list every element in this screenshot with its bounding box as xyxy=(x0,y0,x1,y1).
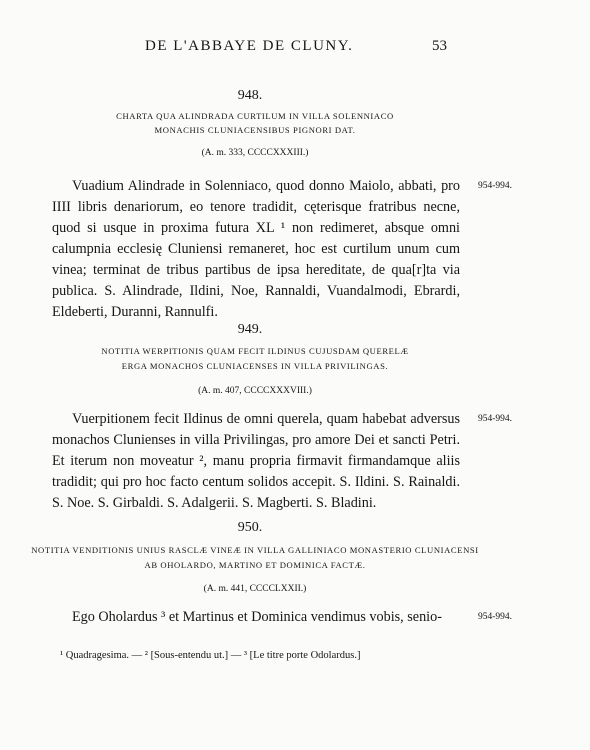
charter-text xyxy=(52,176,460,323)
charter-paragraph: Vuerpitionem fecit Ildinus de omni querela, quam habebat adversus monachos Clunienses in villa Privilingas, pro amore Dei et sancti Petri. Et iterum non moveatur ², manu propria firmavit firmandamque aliis tradidit; qui pro hoc facto centum solidos accepit. S. Ildini. S. Rainaldi. S. Noe. S. Girbaldi. S. Adalgerii. S. Magberti. S. Bladini. xyxy=(52,411,460,511)
charter-title-line: ERGA MONACHOS CLUNIACENSES IN VILLA PRIVILINGAS. xyxy=(121,361,389,371)
charter-title-line: CHARTA QUA ALINDRADA CURTILUM IN VILLA SOLENNIACO xyxy=(116,111,394,121)
footnotes: ¹ Quadragesima. — ² [Sous-entendu ut.] — ³ [Le titre porte Odolardus.] xyxy=(60,650,361,661)
margin-date: 954-994. xyxy=(478,181,513,191)
charter-paragraph: Vuadium Alindrade in Solenniaco, quod donno Maiolo, abbati, pro IIII libris denariorum, eo tenore tradidit, cęterisque fratribus necne, quod si usque in proxima futura XL ¹ non redimeret, absque omni calumpnia ecclesię Cluniensi remaneret, hoc est curtilum unum cum vinea; terminat de tribus partibus de ipsa hereditate, de qua[r]ta via publica. S. Alindrade, Ildini, Noe, Rannaldi, Vuandalmodi, Ebrardi, Eldeberti, Duranni, Rannulfi. xyxy=(52,178,460,320)
page-number: 53 xyxy=(432,38,447,54)
charter-number: 948. xyxy=(237,88,263,103)
charter-number: 949. xyxy=(237,322,263,337)
charter-number: 950. xyxy=(237,520,263,535)
running-head xyxy=(0,38,590,58)
margin-date: 954-994. xyxy=(478,414,513,424)
charter-title-line: AB OHOLARDO, MARTINO ET DOMINICA FACTÆ. xyxy=(144,560,366,570)
charter-title-line: NOTITIA VENDITIONIS UNIUS RASCLÆ VINEÆ IN VILLA GALLINIACO MONASTERIO CLUNIACENSI xyxy=(31,545,479,555)
charter-title-line: MONACHIS CLUNIACENSIBUS PIGNORI DAT. xyxy=(154,125,356,135)
charter-title-line: NOTITIA WERPITIONIS QUAM FECIT ILDINUS CUJUSDAM QUERELÆ xyxy=(101,346,409,356)
charter-text xyxy=(52,409,460,514)
running-title: DE L'ABBAYE DE CLUNY. xyxy=(145,38,354,54)
charter-date: (A. m. 441, CCCCLXXII.) xyxy=(203,584,307,594)
charter-text xyxy=(52,607,460,628)
margin-date: 954-994. xyxy=(478,612,513,622)
charter-date: (A. m. 407, CCCCXXXVIII.) xyxy=(198,386,312,396)
charter-date: (A. m. 333, CCCCXXXIII.) xyxy=(201,148,309,158)
charter-paragraph: Ego Oholardus ³ et Martinus et Dominica vendimus vobis, senio- xyxy=(72,609,442,625)
